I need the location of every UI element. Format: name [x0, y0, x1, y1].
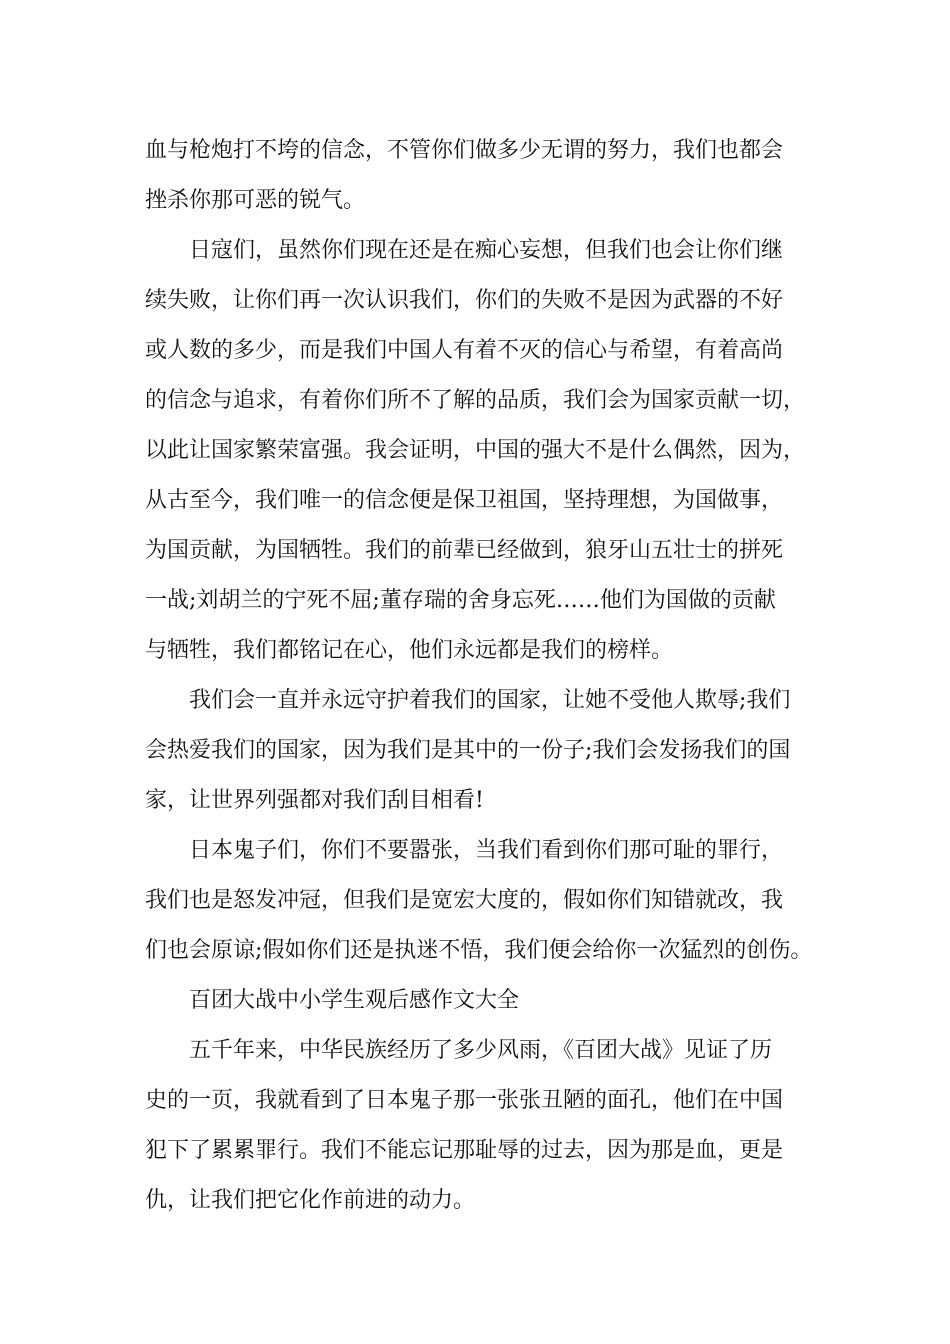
text-line: 续失败，让你们再一次认识我们，你们的失败不是因为武器的不好 [145, 288, 784, 313]
paragraph-2 [145, 226, 821, 676]
text-line: 的信念与追求，有着你们所不了解的品质，我们会为国家贡献一切， [145, 388, 806, 413]
text-line: 血与枪炮打不垮的信念，不管你们做多少无谓的努力，我们也都会 [145, 138, 784, 163]
text-line: 挫杀你那可恶的锐气。 [145, 188, 366, 213]
paragraph-3 [145, 676, 821, 826]
text-line: 仇，让我们把它化作前进的动力。 [145, 1188, 476, 1213]
text-line: 家，让世界列强都对我们刮目相看! [145, 788, 484, 813]
text-line: 一战;刘胡兰的宁死不屈;董存瑞的舍身忘死……他们为国做的贡献 [145, 588, 776, 613]
section-heading [145, 976, 821, 1026]
text-line: 从古至今，我们唯一的信念便是保卫祖国，坚持理想，为国做事， [145, 488, 784, 513]
text-line: 们也会原谅;假如你们还是执迷不悟，我们便会给你一次猛烈的创伤。 [145, 938, 813, 963]
text-line: 犯下了累累罪行。我们不能忘记那耻辱的过去，因为那是血，更是 [145, 1138, 784, 1163]
paragraph-5 [145, 1026, 821, 1226]
document-body [145, 126, 821, 1226]
text-line: 日本鬼子们，你们不要嚣张，当我们看到你们那可耻的罪行， [189, 838, 784, 863]
text-line: 我们会一直并永远守护着我们的国家，让她不受他人欺辱;我们 [189, 688, 791, 713]
text-line: 我们也是怒发冲冠，但我们是宽宏大度的，假如你们知错就改，我 [145, 888, 784, 913]
text-line: 日寇们，虽然你们现在还是在痴心妄想，但我们也会让你们继 [189, 238, 784, 263]
text-line: 史的一页，我就看到了日本鬼子那一张张丑陋的面孔，他们在中国 [145, 1088, 784, 1113]
text-line: 为国贡献，为国牺牲。我们的前辈已经做到，狼牙山五壮士的拼死 [145, 538, 784, 563]
text-line: 以此让国家繁荣富强。我会证明，中国的强大不是什么偶然，因为， [145, 438, 806, 463]
text-line: 五千年来，中华民族经历了多少风雨，《百团大战》见证了历 [189, 1038, 773, 1063]
text-line: 或人数的多少，而是我们中国人有着不灭的信心与希望，有着高尚 [145, 338, 784, 363]
text-line: 与牺牲，我们都铭记在心，他们永远都是我们的榜样。 [145, 638, 674, 663]
text-line: 会热爱我们的国家，因为我们是其中的一份子;我们会发扬我们的国 [145, 738, 791, 763]
paragraph-1 [145, 126, 821, 226]
paragraph-4 [145, 826, 821, 976]
heading-text: 百团大战中小学生观后感作文大全 [189, 988, 520, 1013]
